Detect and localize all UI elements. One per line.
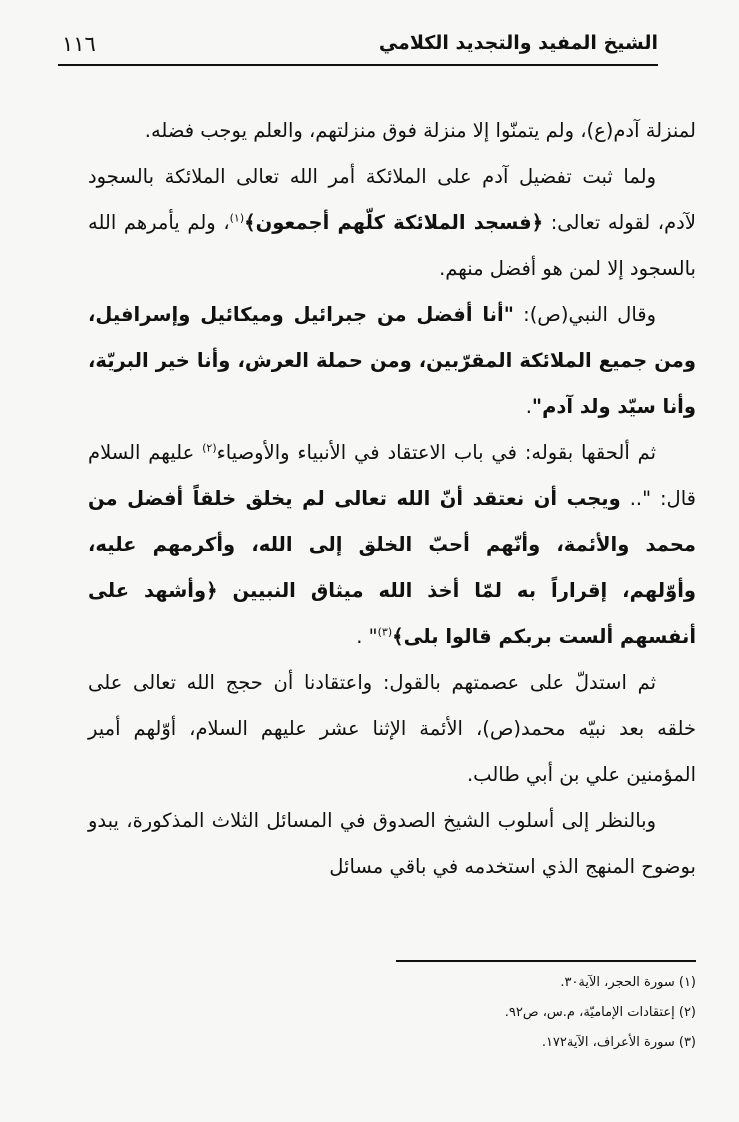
page-number: ١١٦ — [62, 32, 96, 56]
footnote-3: (٣) سورة الأعراف، الآية١٧٢. — [541, 1035, 696, 1050]
paragraph-4-text-c: " . — [356, 625, 378, 648]
paragraph-2 — [88, 154, 696, 292]
page-header — [58, 30, 658, 70]
paragraph-2-text-a: ولما ثبت تفضيل آدم على الملائكة أمر الله تعالى الملائكة بالسجود لآدم، لقوله تعالى: — [88, 165, 696, 234]
belief-quote: ويجب أن نعتقد أنّ الله تعالى لم يخلق خلقاً أفضل من محمد والأئمة، وأنّهم أحبّ الخلق إلى الله، وأكرمهم عليه، وأوّلهم، إقراراً به لمّا أخذ الله ميثاق النبيين ﴿وأشهد على أنفسهم ألست بربكم قالوا بلى﴾ — [88, 487, 696, 648]
hadith-quote: "أنا أفضل من جبرائيل وميكائيل وإسرافيل، ومن جميع الملائكة المقرّبين، ومن حملة العرش، وأنا خير البريّة، وأنا سيّد ولد آدم" — [88, 303, 696, 418]
footnote-rule — [396, 960, 696, 962]
paragraph-3-text-a: وقال النبي(ص): — [513, 303, 656, 326]
paragraph-5-text: ثم استدلّ على عصمتهم بالقول: واعتقادنا أن حجج الله تعالى على خلقه بعد نبيّه محمد(ص)، الأئمة الإثنا عشر عليهم السلام، أوّلهم أمير المؤمنين علي بن أبي طالب. — [88, 671, 696, 786]
running-title: الشيخ المفيد والتجديد الكلامي — [378, 32, 658, 54]
paragraph-4 — [88, 430, 696, 660]
paragraph-4-text-b: عليهم السلام قال: ".. — [88, 441, 696, 510]
header-rule — [58, 64, 658, 66]
paragraph-2-text-b: ، ولم يأمرهم الله بالسجود إلا لمن هو أفضل منهم. — [88, 211, 696, 280]
footnote-ref-3[interactable]: (٣) — [377, 625, 393, 639]
paragraph-6-text: وبالنظر إلى أسلوب الشيخ الصدوق في المسائل الثلاث المذكورة، يبدو بوضوح المنهج الذي استخدمه في باقي مسائل — [88, 809, 696, 878]
paragraph-1 — [88, 108, 696, 154]
footnote-ref-2[interactable]: (٢) — [202, 441, 217, 455]
paragraph-5 — [88, 660, 696, 798]
quran-verse-1: ﴿فسجد الملائكة كلّهم أجمعون﴾ — [244, 211, 544, 234]
footnote-2: (٢) إعتقادات الإماميّة، م.س، ص٩٢. — [504, 1005, 696, 1020]
footnote-ref-1[interactable]: (١) — [229, 211, 245, 225]
paragraph-3-text-b: . — [525, 395, 532, 418]
paragraph-1-text: لمنزلة آدم(ع)، ولم يتمنّوا إلا منزلة فوق منزلتهم، والعلم يوجب فضله. — [144, 119, 696, 142]
paragraph-4-text-a: ثم ألحقها بقوله: في باب الاعتقاد في الأنبياء والأوصياء — [216, 441, 656, 464]
body-text — [88, 108, 696, 890]
footnote-1: (١) سورة الحجر، الآية٣٠. — [560, 975, 696, 990]
paragraph-6 — [88, 798, 696, 890]
footnotes — [300, 968, 696, 1058]
paragraph-3 — [88, 292, 696, 430]
